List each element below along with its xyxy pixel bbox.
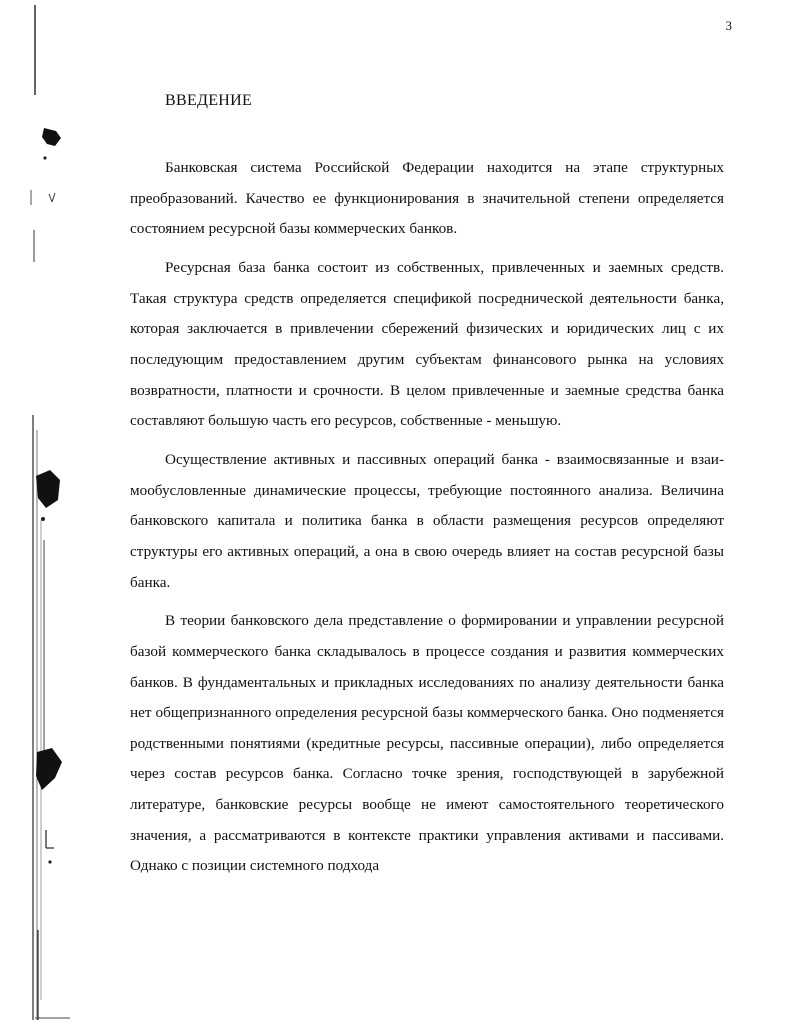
body-text [130,153,724,882]
paragraph-1: Банковская система Российской Федерации находится на этапе структурных преобразований. Качество ее функционирования в значительной степени определяется состоянием ресурсной базы коммерческих банков. [130,159,724,238]
section-heading: ВВЕДЕНИЕ [165,92,253,109]
paragraph-4: В теории банковского дела представление о формировании и управлении ресурсной базой коммерческого банка складывалось в процессе создания и развития коммерческих банков. В фундаментальных и прикладных исследованиях по анализу деятельности банка нет общепризнанного определения ресурсной базы коммерческого банка. Оно подменяется родственными понятиями (кредитные ресурсы, пассивные операции), либо определяется через состав ресурсов банка. Согласно точке зрения, господствующей в зарубежной литературе, банковские ресурсы вообще не имеют самостоятельного теоретического значения, а рассматриваются в контексте практики управления активами и пассивами. Однако с позиции системного подхода [130,612,724,875]
page-number: 3 [725,18,732,33]
scan-artifacts [0,0,70,1025]
paragraph-3: Осуществление активных и пассивных операций банка - взаимосвязанные и взаимообусловленные динамические процессы, требующие постоянного анализа. Величина банковского капитала и политика банка в области размещения ресурсов определяют структуры его активных операций, а она в свою очередь влияет на состав ресурсной базы банка. [130,451,724,591]
paragraph-2: Ресурсная база банка состоит из собственных, привлеченных и заемных средств. Такая структура средств определяется спецификой посреднической деятельности банка, которая заключается в привлечении сбережений физических и юридических лиц с их последующим предоставлением другим субъектам финансового рынка на условиях возвратности, платности и срочности. В целом привлеченные и заемные средства банка составляют большую часть его ресурсов, собственные - меньшую. [130,259,724,430]
